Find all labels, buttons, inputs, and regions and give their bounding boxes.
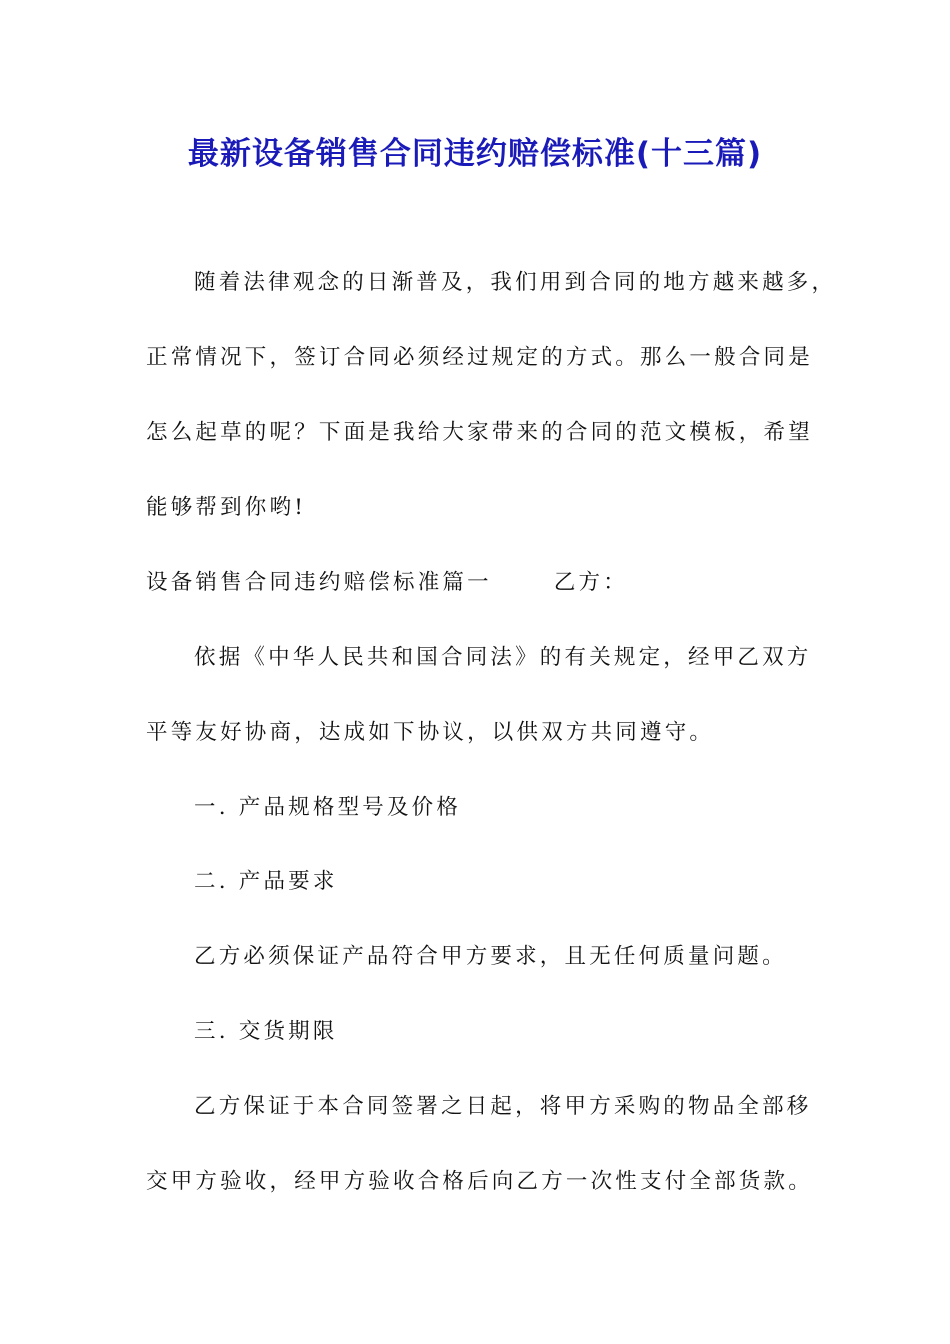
item-3-heading: 三. 交货期限 [194, 1019, 338, 1044]
party-b-label: 乙方： [553, 570, 628, 595]
intro-line-2: 正常情况下，签订合同必须经过规定的方式。那么一般合同是 [146, 345, 813, 370]
basis-line-2: 平等友好协商，达成如下协议，以供双方共同遵守。 [146, 720, 715, 745]
item-2-heading: 二. 产品要求 [194, 869, 338, 894]
intro-line-1: 随着法律观念的日渐普及，我们用到合同的地方越来越多， [194, 270, 837, 295]
item-1-heading: 一. 产品规格型号及价格 [194, 795, 462, 820]
item-3-text-line-1: 乙方保证于本合同签署之日起，将甲方采购的物品全部移 [194, 1094, 812, 1119]
basis-line-1: 依据《中华人民共和国合同法》的有关规定，经甲乙双方 [194, 645, 812, 670]
item-3-text-line-2: 交甲方验收，经甲方验收合格后向乙方一次性支付全部货款。 [146, 1169, 813, 1194]
section-heading: 设备销售合同违约赔偿标准篇一 [146, 570, 492, 595]
intro-line-3: 怎么起草的呢？下面是我给大家带来的合同的范文模板，希望 [146, 420, 813, 445]
section-heading-row [146, 568, 628, 598]
intro-line-4: 能够帮到你哟! [146, 495, 307, 520]
document-title: 最新设备销售合同违约赔偿标准(十三篇) [187, 136, 763, 172]
item-2-text: 乙方必须保证产品符合甲方要求，且无任何质量问题。 [194, 944, 787, 969]
